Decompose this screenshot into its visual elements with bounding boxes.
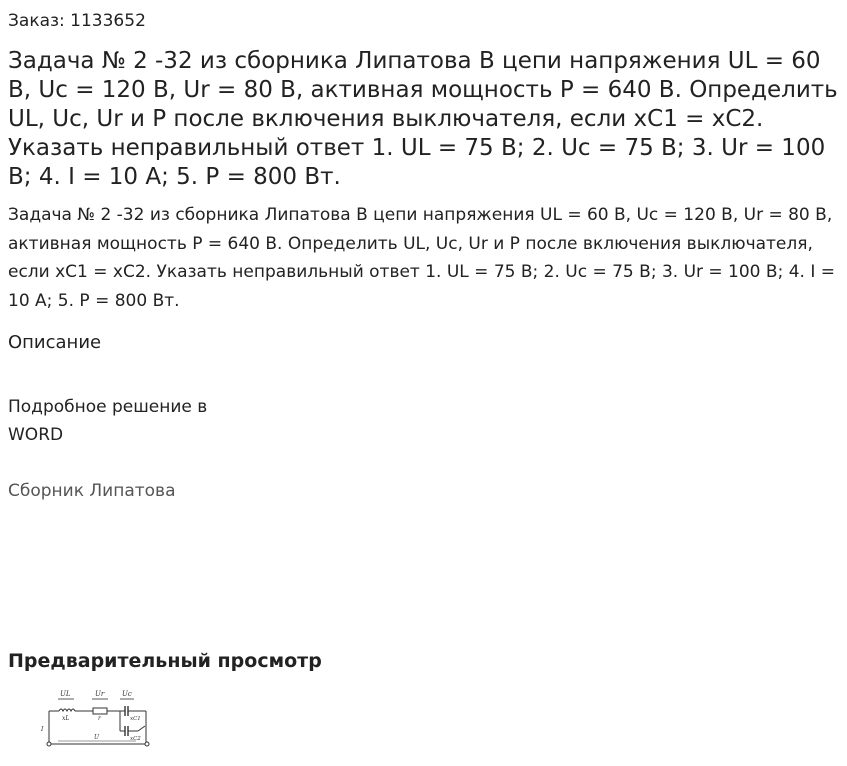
label-xl: xL [62,715,70,722]
circuit-preview-image[interactable] [28,685,152,751]
order-number: Заказ: 1133652 [8,11,146,31]
label-ul: UL [60,690,71,698]
label-u: U [94,734,100,741]
resistor [93,708,107,714]
collection-link[interactable]: Сборник Липатова [8,481,176,501]
label-xc2: xC2 [130,736,141,742]
label-xc1: xC1 [130,716,141,722]
label-r: r [98,715,101,722]
terminal-right [145,742,149,746]
label-i: I [41,726,44,733]
task-lead: Задача № 2 -32 из сборника Липатова В цепи напряжения UL = 60 В, Uc = 120 В, Ur = 80 В, активная мощность P = 640 В. Определить UL, Uc, Ur и P после включения выключателя, если xC1 = xC2. Указать неправильный ответ 1. UL = 75 В; 2. Uc = 75 В; 3. Ur = 100 В; 4. I = 10 А; 5. P = 800 Вт. [8,205,835,312]
solution-note: Подробное решение в WORD [8,397,208,445]
label-uc: Uc [122,690,132,698]
preview-heading: Предварительный просмотр [8,650,322,672]
terminal-left [47,742,51,746]
description-heading: Описание [8,332,102,353]
task-title: Задача № 2 -32 из сборника Липатова В цепи напряжения UL = 60 В, Uc = 120 В, Ur = 80 В, активная мощность P = 640 В. Определить UL, Uc, Ur и P после включения выключателя, если xC1 = xC2. Указать неправильный ответ 1. UL = 75 В; 2. Uc = 75 В; 3. Ur = 100 В; 4. I = 10 А; 5. P = 800 Вт. [8,48,838,190]
label-ur: Ur [95,690,105,698]
switch-blade [138,726,145,731]
inductor-coil [59,709,75,711]
